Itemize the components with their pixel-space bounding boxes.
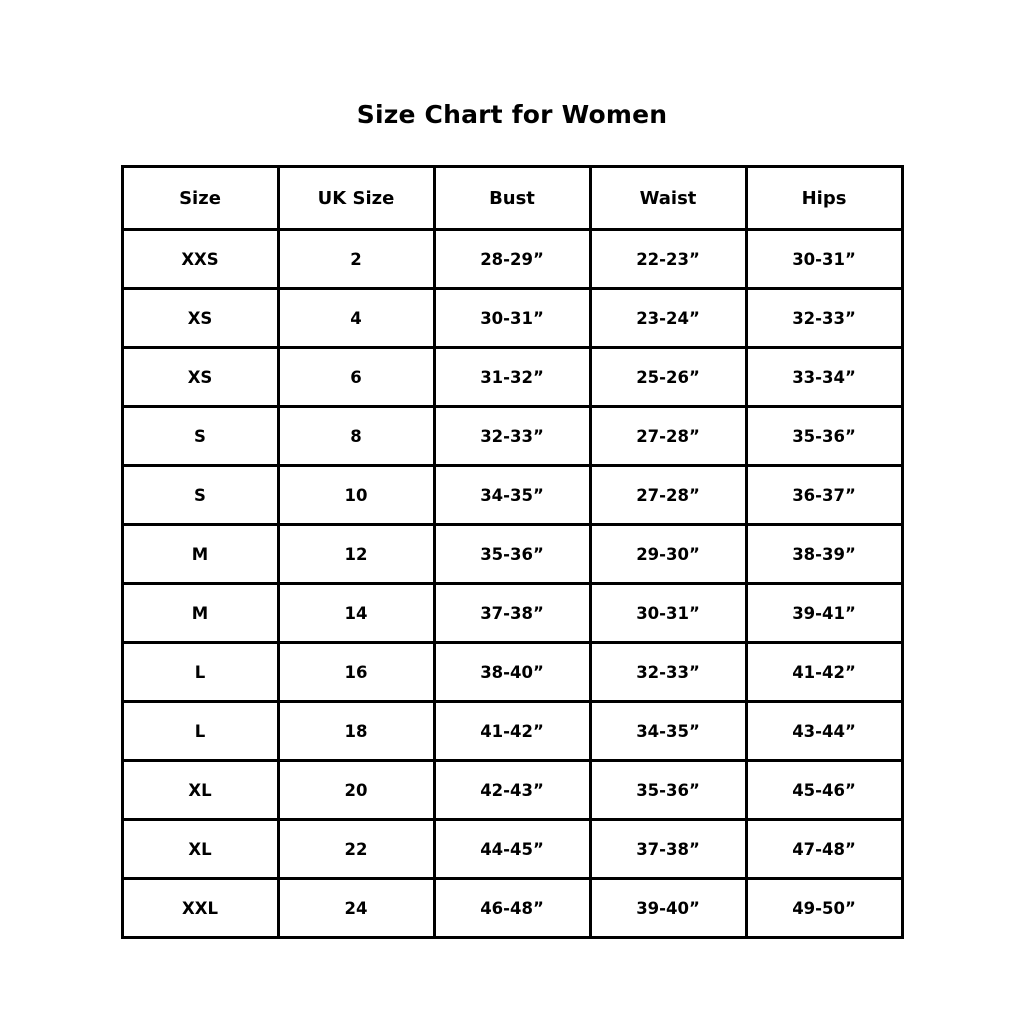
cell-hips: 30-31” [746,230,902,289]
column-header-waist: Waist [590,167,746,230]
table-row [122,584,902,643]
table-row [122,348,902,407]
cell-uk-size: 12 [278,525,434,584]
cell-waist: 32-33” [590,643,746,702]
cell-waist: 34-35” [590,702,746,761]
cell-hips: 45-46” [746,761,902,820]
table-row [122,289,902,348]
cell-size: XL [122,761,278,820]
cell-bust: 30-31” [434,289,590,348]
cell-size: XL [122,820,278,879]
cell-size: S [122,407,278,466]
table-row [122,702,902,761]
table-row [122,525,902,584]
cell-waist: 27-28” [590,407,746,466]
cell-waist: 22-23” [590,230,746,289]
cell-hips: 41-42” [746,643,902,702]
cell-uk-size: 8 [278,407,434,466]
table-row [122,820,902,879]
cell-uk-size: 16 [278,643,434,702]
cell-bust: 35-36” [434,525,590,584]
cell-uk-size: 2 [278,230,434,289]
cell-uk-size: 4 [278,289,434,348]
cell-bust: 46-48” [434,879,590,938]
cell-uk-size: 10 [278,466,434,525]
size-chart-table [121,165,904,939]
cell-hips: 43-44” [746,702,902,761]
table-row [122,407,902,466]
cell-size: M [122,525,278,584]
cell-hips: 49-50” [746,879,902,938]
cell-hips: 35-36” [746,407,902,466]
column-header-bust: Bust [434,167,590,230]
cell-waist: 29-30” [590,525,746,584]
cell-bust: 32-33” [434,407,590,466]
table-header [122,167,902,230]
cell-size: M [122,584,278,643]
size-chart-table-container [121,165,904,939]
column-header-size: Size [122,167,278,230]
cell-waist: 30-31” [590,584,746,643]
page-title: Size Chart for Women [356,100,668,129]
cell-size: XS [122,289,278,348]
cell-uk-size: 18 [278,702,434,761]
cell-waist: 35-36” [590,761,746,820]
cell-waist: 39-40” [590,879,746,938]
table-row [122,230,902,289]
cell-bust: 38-40” [434,643,590,702]
cell-bust: 34-35” [434,466,590,525]
table-row [122,466,902,525]
cell-bust: 37-38” [434,584,590,643]
table-row [122,879,902,938]
column-header-uk-size: UK Size [278,167,434,230]
cell-size: S [122,466,278,525]
cell-hips: 33-34” [746,348,902,407]
cell-waist: 23-24” [590,289,746,348]
cell-waist: 37-38” [590,820,746,879]
cell-waist: 27-28” [590,466,746,525]
cell-hips: 47-48” [746,820,902,879]
cell-hips: 32-33” [746,289,902,348]
cell-hips: 36-37” [746,466,902,525]
column-header-hips: Hips [746,167,902,230]
cell-bust: 44-45” [434,820,590,879]
table-body [122,230,902,938]
cell-size: L [122,702,278,761]
cell-size: XS [122,348,278,407]
cell-uk-size: 24 [278,879,434,938]
cell-uk-size: 14 [278,584,434,643]
cell-size: L [122,643,278,702]
cell-size: XXS [122,230,278,289]
cell-bust: 41-42” [434,702,590,761]
cell-waist: 25-26” [590,348,746,407]
cell-uk-size: 22 [278,820,434,879]
cell-bust: 42-43” [434,761,590,820]
cell-uk-size: 6 [278,348,434,407]
cell-uk-size: 20 [278,761,434,820]
cell-bust: 31-32” [434,348,590,407]
table-row [122,761,902,820]
cell-bust: 28-29” [434,230,590,289]
table-header-row [122,167,902,230]
cell-hips: 39-41” [746,584,902,643]
cell-hips: 38-39” [746,525,902,584]
table-row [122,643,902,702]
cell-size: XXL [122,879,278,938]
